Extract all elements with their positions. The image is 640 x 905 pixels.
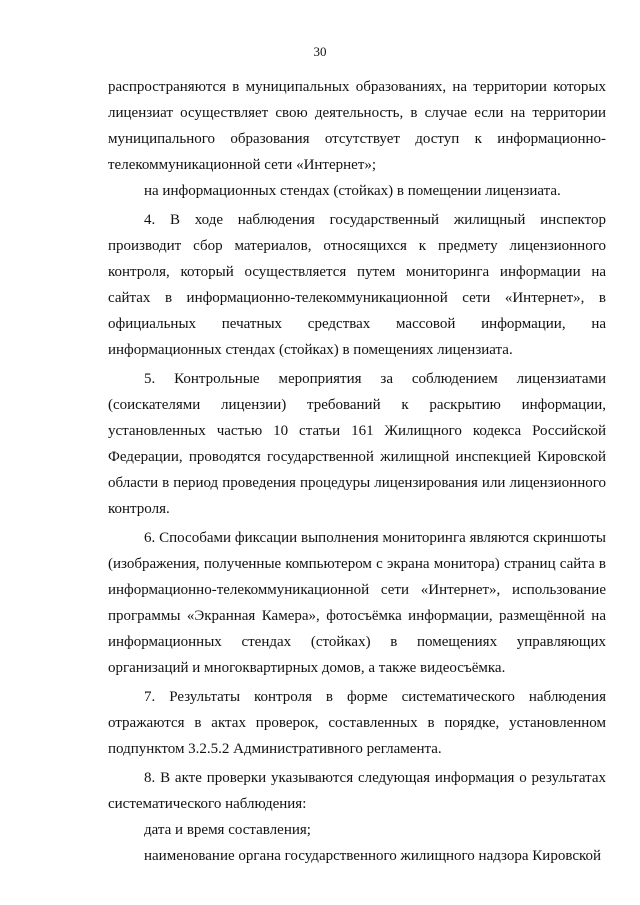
paragraph-info-stands: на информационных стендах (стойках) в помещении лицензиата. [144, 183, 561, 199]
paragraph-item-7: 7. Результаты контроля в форме систематического наблюдения отражаются в актах проверок, составленных в порядке, установленном подпунктом 3.2.5.2 Административного регламента. [108, 689, 606, 757]
paragraph-item-4: 4. В ходе наблюдения государственный жилищный инспектор производит сбор материалов, относящихся к предмету лицензионного контроля, который осуществляется путем мониторинга информации на сайтах в информационно-телекоммуникационной сети «Интернет», в официальных печатных средствах массовой информации, на информационных стендах (стойках) в помещениях лицензиата. [108, 212, 606, 358]
paragraph-date-time: дата и время составления; [144, 822, 311, 838]
paragraph-authority-name: наименование органа государственного жилищного надзора Кировской [144, 848, 602, 864]
paragraph-item-8: 8. В акте проверки указываются следующая информация о результатах систематического наблюдения: [108, 770, 606, 812]
paragraph-item-6: 6. Способами фиксации выполнения мониторинга являются скриншоты (изображения, полученные компьютером с экрана монитора) страниц сайта в информационно-телекоммуникационной сети «Интернет», использование программы «Экранная Камера», фотосъёмка информации, размещённой на информационных стендах (стойках) в помещениях управляющих организаций и многоквартирных домов, а также видеосъёмка. [108, 530, 606, 676]
document-body [108, 74, 606, 869]
paragraph-continuation: распространяются в муниципальных образованиях, на территории которых лицензиат осуществляет свою деятельность, в случае если на территории муниципального образования отсутствует доступ к информационно-телекоммуникационной сети «Интернет»; [108, 79, 606, 173]
page-number: 30 [313, 44, 327, 59]
paragraph-item-5: 5. Контрольные мероприятия за соблюдением лицензиатами (соискателями лицензии) требований к раскрытию информации, установленных частью 10 статьи 161 Жилищного кодекса Российской Федерации, проводятся государственной жилищной инспекцией Кировской области в период проведения процедуры лицензирования или лицензионного контроля. [108, 371, 606, 517]
